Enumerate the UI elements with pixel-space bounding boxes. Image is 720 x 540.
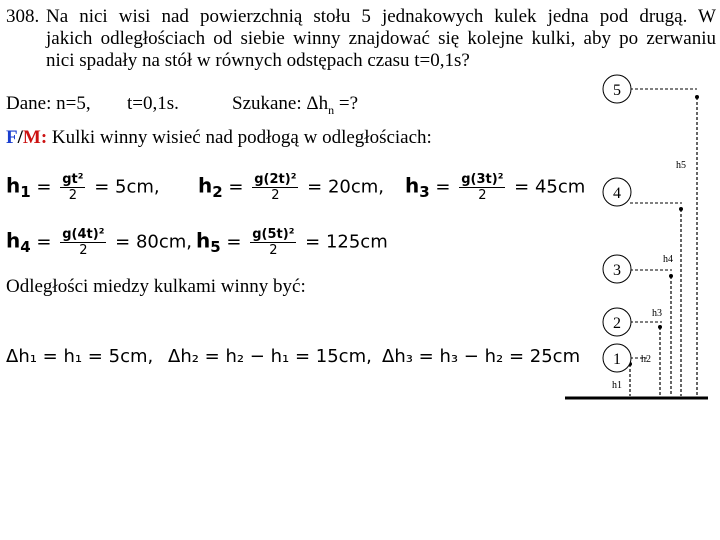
h-subscript: 3 [419,183,430,202]
arrow-head-h3 [669,274,673,278]
ball-label-3: 3 [613,262,621,279]
height-result: = 5cm, [94,176,160,198]
h-subscript: 1 [20,183,31,202]
delta-eq-3: Δh₃ = h₃ − h₂ = 25cm [382,346,581,367]
height-result: = 80cm, [115,231,193,253]
h-subscript: 4 [20,238,31,257]
delta-eq-2: Δh₂ = h₂ − h₁ = 15cm, [168,346,372,367]
height-label-h2: h2 [641,354,651,365]
ball-label-5: 5 [613,82,621,99]
height-label-h1: h1 [612,380,622,391]
equals-sign: = [228,176,244,198]
fraction-numerator: g(3t)² [461,172,504,187]
fm-slash: / [17,127,23,148]
fm-text: Kulki winny wisieć nad podłogą w odległościach: [47,127,432,148]
fraction-denominator: 2 [269,243,278,258]
h-symbol: h [6,173,21,198]
problem-number: 308. [6,6,40,27]
fraction-numerator: g(4t)² [62,227,105,242]
arrow-head-h5 [695,95,699,99]
ball-label-2: 2 [613,315,621,332]
height-label-h5: h5 [676,160,686,171]
height-result: = 20cm, [307,176,385,198]
problem-line-3: nici spadały na stół w równych odstępach czasu t=0,1s? [46,50,470,71]
fraction-numerator: g(2t)² [254,172,297,187]
ball-label-4: 4 [613,185,621,202]
height-label-h4: h4 [663,254,673,265]
arrow-head-h2 [658,325,662,329]
fraction-numerator: g(5t)² [252,227,295,242]
given-time: t=0,1s. [127,93,179,114]
height-result: = 125cm [305,231,388,253]
h-subscript: 2 [212,183,223,202]
sought-label: Szukane: Δh [232,93,329,114]
h-symbol: h [405,173,420,198]
arrow-head-h4 [679,207,683,211]
problem-line-1: Na nici wisi nad powierzchnią stołu 5 jednakowych kulek jedna pod drugą. W [46,6,716,27]
fm-f: F [6,127,18,148]
equals-sign: = [226,231,242,253]
height-result: = 45cm [514,176,586,198]
equals-sign: = [36,176,52,198]
equals-sign: = [435,176,451,198]
distances-heading: Odległości miedzy kulkami winny być: [6,276,306,297]
ball-label-1: 1 [613,351,621,368]
sought-end: =? [334,93,359,114]
sought-subscript: n [328,102,335,117]
h-symbol: h [196,228,211,253]
given-dane: Dane: n=5, [6,93,91,114]
fraction-denominator: 2 [478,188,487,203]
h-symbol: h [6,228,21,253]
h-symbol: h [198,173,213,198]
fraction-numerator: gt² [62,172,84,187]
h-subscript: 5 [210,238,221,257]
equals-sign: = [36,231,52,253]
problem-line-2: jakich odległościach od siebie winny znajdować się kolejne kulki, aby po zerwaniu [46,28,716,49]
height-label-h3: h3 [652,308,662,319]
fm-m: M: [22,127,48,148]
delta-eq-1: Δh₁ = h₁ = 5cm, [6,346,154,367]
fraction-denominator: 2 [79,243,88,258]
fraction-denominator: 2 [271,188,280,203]
fraction-denominator: 2 [68,188,77,203]
